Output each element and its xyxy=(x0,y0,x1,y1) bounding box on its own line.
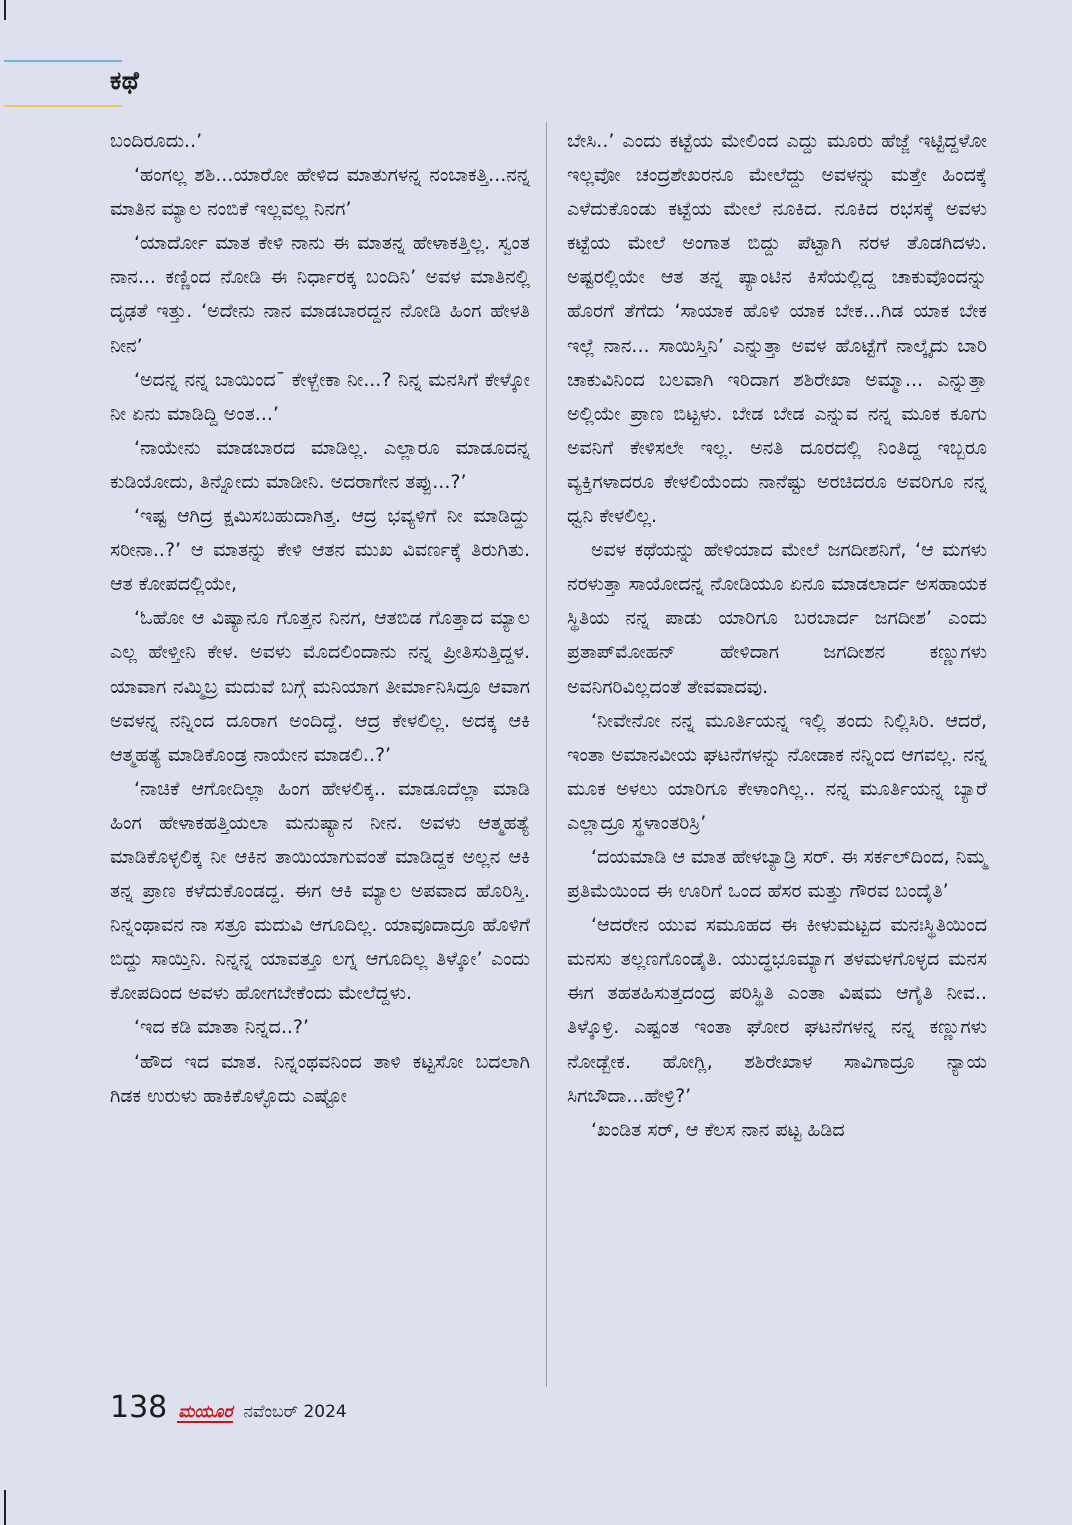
paragraph: ‘ಅದನ್ನ ನನ್ನ ಬಾಯಿಂದ¯ ಕೇಳ್ಬೇಕಾ ನೀ...? ನಿನ್ನ ಮನಸಿಗೆ ಕೇಳ್ಕೋ ನೀ ಏನು ಮಾಡಿದ್ದಿ ಅಂತ...’ xyxy=(110,368,530,425)
section-title: ಕಥೆ xyxy=(110,66,140,95)
paragraph: ಅವಳ ಕಥೆಯನ್ನು ಹೇಳಿಯಾದ ಮೇಲೆ ಜಗದೀಶನಿಗೆ, ‘ಆ ಮಗಳು ನರಳುತ್ತಾ ಸಾಯೋದನ್ನ ನೋಡಿಯೂ ಏನೂ ಮಾಡಲಾರ್ದ ಅಸಹಾಯಕ ಸ್ಥಿತಿಯ ನನ್ನ ಪಾಡು ಯಾರಿಗೂ ಬರಬಾರ್ದ ಜಗದೀಶ’ ಎಂದು ಪ್ರತಾಪ್‌ಮೋಹನ್ ಹೇಳಿದಾಗ ಜಗದೀಶನ ಕಣ್ಣುಗಳು ಅವನಿಗರಿವಿಲ್ಲದಂತೆ ತೇವವಾದವು. xyxy=(567,539,987,698)
page-number: 138 xyxy=(110,1390,168,1425)
paragraph: ‘ನೀವೇನೋ ನನ್ನ ಮೂರ್ತಿಯನ್ನ ಇಲ್ಲಿ ತಂದು ನಿಲ್ಲಿಸಿರಿ. ಆದರೆ, ಇಂತಾ ಅಮಾನವೀಯ ಘಟನೆಗಳನ್ನು ನೋಡಾಕ ನನ್ನಿಂದ ಆಗವಲ್ಲ. ನನ್ನ ಮೂಕ ಅಳಲು ಯಾರಿಗೂ ಕೇಳಾಂಗಿಲ್ಲ.. ನನ್ನ ಮೂರ್ತಿಯನ್ನ ಬ್ಯಾರೆ ಎಲ್ಲಾದ್ರೂ ಸ್ಥಳಾಂತರಿಸ್ರಿ’ xyxy=(567,709,987,834)
right-text-column xyxy=(567,124,987,1147)
paragraph: ‘ಓಹೋ ಆ ವಿಷ್ಯಾನೂ ಗೊತ್ತನ ನಿನಗ, ಆತಬಿಡ ಗೊತ್ತಾದ ಮ್ಯಾಲ ಎಲ್ಲ ಹೇಳ್ತೀನಿ ಕೇಳ. ಅವಳು ಮೊದಲಿಂದಾನು ನನ್ನ ಪ್ರೀತಿಸುತ್ತಿದ್ದಳ. ಯಾವಾಗ ನಮ್ಮಿಬ್ರ ಮದುವೆ ಬಗ್ಗೆ ಮನಿಯಾಗ ತೀರ್ಮಾನಿಸಿದ್ರೂ ಆವಾಗ ಅವಳನ್ನ ನನ್ನಿಂದ ದೂರಾಗ ಅಂದಿದ್ದೆ. ಆದ್ರ ಕೇಳಲಿಲ್ಲ. ಅದಕ್ಕ ಆಕಿ ಆತ್ಮಹತ್ಯೆ ಮಾಡಿಕೊಂಡ್ರ ನಾಯೇನ ಮಾಡಲಿ..?’ xyxy=(110,607,530,766)
paragraph: ‘ದಯಮಾಡಿ ಆ ಮಾತ ಹೇಳಬ್ಯಾಡ್ರಿ ಸರ್. ಈ ಸರ್ಕಲ್‌ದಿಂದ, ನಿಮ್ಮ ಪ್ರತಿಮೆಯಿಂದ ಈ ಊರಿಗೆ ಒಂದ ಹೆಸರ ಮತ್ತು ಗೌರವ ಬಂದೈತಿ’ xyxy=(567,845,987,903)
paragraph: ‘ಆದರೇನ ಯುವ ಸಮೂಹದ ಈ ಕೀಳುಮಟ್ಟದ ಮನಃಸ್ಥಿತಿಯಿಂದ ಮನಸು ತಲ್ಲಣಗೊಂಡೈತಿ. ಯುದ್ಧಭೂಮ್ಯಾಗ ತಳಮಳಗೊಳ್ಳದ ಮನಸ ಈಗ ತಹತಹಿಸುತ್ತದಂದ್ರ ಪರಿಸ್ಥಿತಿ ಎಂತಾ ವಿಷಮ ಆಗೈತಿ ನೀವ.. ತಿಳ್ಕೊಳ್ರಿ. ಎಷ್ಟಂತ ಇಂತಾ ಘೋರ ಘಟನೆಗಳನ್ನ ನನ್ನ ಕಣ್ಣುಗಳು ನೋಡ್ಬೇಕ. ಹೋಗ್ಲಿ, ಶಶಿರೇಖಾಳ ಸಾವಿಗಾದ್ರೂ ನ್ಯಾಯ ಸಿಗಬೌದಾ...ಹೇಳ್ರಿ?’ xyxy=(567,914,987,1107)
paragraph: ‘ಇಷ್ಟ ಆಗಿದ್ರ ಕ್ಷಮಿಸಬಹುದಾಗಿತ್ತ. ಆದ್ರ ಭವ್ಯಳಿಗೆ ನೀ ಮಾಡಿದ್ದು ಸರೀನಾ..?’ ಆ ಮಾತನ್ನು ಕೇಳಿ ಆತನ ಮುಖ ವಿವರ್ಣಕ್ಕೆ ತಿರುಗಿತು. ಆತ ಕೋಪದಲ್ಲಿಯೇ, xyxy=(110,505,530,596)
header-rule-top xyxy=(4,60,122,62)
paragraph: ಬಂದಿರೂದು..’ xyxy=(110,130,203,152)
issue-date: ನವೆಂಬರ್ 2024 xyxy=(243,1402,347,1422)
paragraph: ‘ಹಂಗಲ್ಲ ಶಶಿ...ಯಾರೋ ಹೇಳಿದ ಮಾತುಗಳನ್ನ ನಂಬಾಕತ್ತಿ...ನನ್ನ ಮಾತಿನ ಮ್ಯಾಲ ನಂಬಿಕೆ ಇಲ್ಲವಲ್ಲ ನಿನಗ’ xyxy=(110,164,530,221)
crop-mark-top-left xyxy=(4,0,6,20)
paragraph: ‘ಹೌದ ಇದ ಮಾತ. ನಿನ್ನಂಥವನಿಂದ ತಾಳಿ ಕಟ್ಟಸೋ ಬದಲಾಗಿ ಗಿಡಕ ಉರುಳು ಹಾಕಿಕೊಳ್ಳೊದು ಎಷ್ಟೋ xyxy=(110,1050,530,1107)
paragraph: ‘ನಾಯೇನು ಮಾಡಬಾರದ ಮಾಡಿಲ್ಲ. ಎಲ್ಲಾರೂ ಮಾಡೂದನ್ನ ಕುಡಿಯೋದು, ತಿನ್ನೋದು ಮಾಡೀನಿ. ಅದರಾಗೇನ ತಪ್ಪು...?’ xyxy=(110,436,530,493)
magazine-logo: ಮಯೂರ xyxy=(178,1402,233,1422)
paragraph: ‘ಇದ ಕಡಿ ಮಾತಾ ನಿನ್ನದ..?’ xyxy=(134,1016,310,1039)
paragraph: ‘ನಾಚಿಕೆ ಆಗೋದಿಲ್ಲಾ ಹಿಂಗ ಹೇಳಲಿಕ್ಕ.. ಮಾಡೂದೆಲ್ಲಾ ಮಾಡಿ ಹಿಂಗ ಹೇಳಾಕಹತ್ತಿಯಲಾ ಮನುಷ್ಯಾನ ನೀನ. ಅವಳು ಆತ್ಮಹತ್ಯೆ ಮಾಡಿಕೊಳ್ಳಲಿಕ್ಕ ನೀ ಆಕಿನ ತಾಯಿಯಾಗುವಂತೆ ಮಾಡಿದ್ದಕ ಅಲ್ಲನ ಆಕಿ ತನ್ನ ಪ್ರಾಣ ಕಳೆದುಕೊಂಡದ್ದ. ಈಗ ಆಕಿ ಮ್ಯಾಲ ಅಪವಾದ ಹೊರಿಸ್ತಿ. ನಿನ್ನಂಥಾವನ ನಾ ಸತ್ರೂ ಮದುವಿ ಆಗೂದಿಲ್ಲ. ಯಾವೂದಾದ್ರೂ ಹೊಳಿಗೆ ಬಿದ್ದು ಸಾಯ್ತಿನಿ. ನಿನ್ನನ್ನ ಯಾವತ್ತೂ ಲಗ್ನ ಆಗೂದಿಲ್ಲ ತಿಳ್ಕೋ’ ಎಂದು ಕೋಪದಿಂದ ಅವಳು ಹೋಗಬೇಕೆಂದು ಮೇಲೆದ್ದಳು. xyxy=(110,777,530,1005)
paragraph: ಬೇಸಿ..’ ಎಂದು ಕಟ್ಟೆಯ ಮೇಲಿಂದ ಎದ್ದು ಮೂರು ಹೆಜ್ಜೆ ಇಟ್ಟಿದ್ದಳೋ ಇಲ್ಲವೋ ಚಂದ್ರಶೇಖರನೂ ಮೇಲೆದ್ದು ಅವಳನ್ನು ಮತ್ತೇ ಹಿಂದಕ್ಕೆ ಎಳೆದುಕೊಂಡು ಕಟ್ಟೆಯ ಮೇಲೆ ನೂಕಿದ. ನೂಕಿದ ರಭಸಕ್ಕೆ ಅವಳು ಕಟ್ಟೆಯ ಮೇಲೆ ಅಂಗಾತ ಬಿದ್ದು ಪೆಟ್ಟಾಗಿ ನರಳ ತೊಡಗಿದಳು. ಅಷ್ಟರಲ್ಲಿಯೇ ಆತ ತನ್ನ ಪ್ಯಾಂಟಿನ ಕಿಸೆಯಲ್ಲಿದ್ದ ಚಾಕುವೊಂದನ್ನು ಹೊರಗೆ ತೆಗೆದು ‘ಸಾಯಾಕ ಹೊಳಿ ಯಾಕ ಬೇಕ...ಗಿಡ ಯಾಕ ಬೇಕ ಇಲ್ಲೆ ನಾನ... ಸಾಯಿಸ್ತಿನಿ’ ಎನ್ನುತ್ತಾ ಅವಳ ಹೊಟ್ಟೆಗೆ ನಾಲ್ಕೈದು ಬಾರಿ ಚಾಕುವಿನಿಂದ ಬಲವಾಗಿ ಇರಿದಾಗ ಶಶಿರೇಖಾ ಅಮ್ಮಾ... ಎನ್ನುತ್ತಾ ಅಲ್ಲಿಯೇ ಪ್ರಾಣ ಬಿಟ್ಟಳು. ಬೇಡ ಬೇಡ ಎನ್ನುವ ನನ್ನ ಮೂಕ ಕೂಗು ಅವನಿಗೆ ಕೇಳಿಸಲೇ ಇಲ್ಲ. ಅನತಿ ದೂರದಲ್ಲಿ ನಿಂತಿದ್ದ ಇಬ್ಬರೂ ವ್ಯಕ್ತಿಗಳಾದರೂ ಕೇಳಲಿಯೆಂದು ನಾನೆಷ್ಟು ಅರಚಿದರೂ ಅವರಿಗೂ ನನ್ನ ಧ್ವನಿ ಕೇಳಲಿಲ್ಲ. xyxy=(567,130,987,528)
header-rule-bottom xyxy=(4,105,122,107)
paragraph: ‘ಖಂಡಿತ ಸರ್, ಆ ಕೆಲಸ ನಾನ ಪಟ್ಟ ಹಿಡಿದ xyxy=(591,1118,845,1141)
paragraph: ‘ಯಾರ್ದೋ ಮಾತ ಕೇಳಿ ನಾನು ಈ ಮಾತನ್ನ ಹೇಳಾಕತ್ತಿಲ್ಲ. ಸ್ವಂತ ನಾನ... ಕಣ್ಣಿಂದ ನೋಡಿ ಈ ನಿರ್ಧಾರಕ್ಕ ಬಂದಿನಿ’ ಅವಳ ಮಾತಿನಲ್ಲಿ ದೃಢತೆ ಇತ್ತು. ‘ಅದೇನು ನಾನ ಮಾಡಬಾರದ್ದನ ನೋಡಿ ಹಿಂಗ ಹೇಳತಿ ನೀನ’ xyxy=(110,232,530,357)
left-text-column xyxy=(110,124,530,1113)
crop-mark-bottom-left xyxy=(4,1490,6,1525)
page-footer xyxy=(110,1390,347,1425)
column-divider xyxy=(546,122,547,1387)
